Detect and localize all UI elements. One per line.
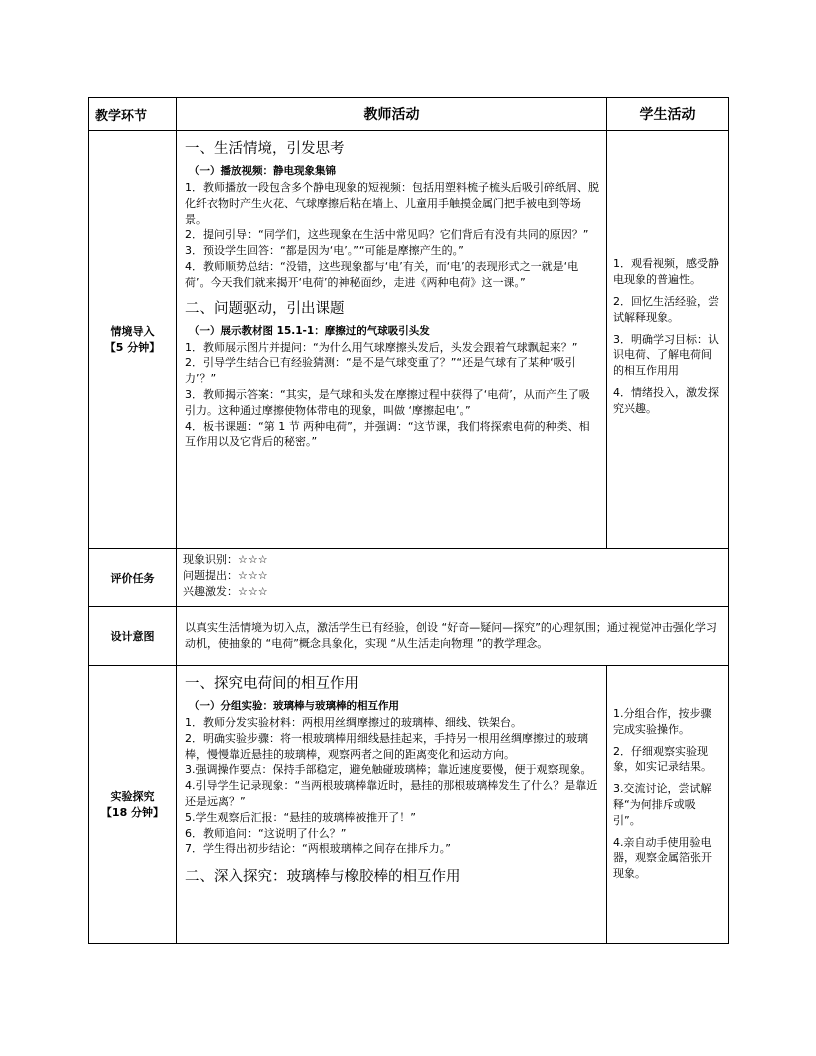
- header-row: [89, 98, 729, 131]
- row-design: [89, 607, 729, 666]
- paragraph: 3．教师揭示答案：“其实，是气球和头发在摩擦过程中获得了‘电荷’，从而产生了吸引力。这种通过摩擦使物体带电的现象，叫做 ‘摩擦起电’。”: [185, 387, 590, 417]
- paragraph: 4．教师顺势总结：“没错，这些现象都与‘电’有关，而‘电’的表现形式之一就是‘电荷’。今天我们就来揭开‘电荷’的神秘面纱，走进《两种电荷》这一课。”: [185, 259, 579, 289]
- paragraph: 4．板书课题：“第 1 节 两种电荷”，并强调：“这节课，我们将探索电荷的种类、相互作用以及它背后的秘密。”: [185, 419, 590, 449]
- student-item: 3．明确学习目标：认识电荷、了解电荷间的相互作用用: [613, 332, 719, 378]
- phase-time: 【18 分钟】: [100, 805, 165, 819]
- header-phase: 教学环节: [89, 98, 177, 131]
- paragraph: 2．提问引导：“同学们，这些现象在生活中常见吗？它们背后有没有共同的原因？”: [185, 228, 589, 242]
- student-item: 4.亲自动手使用验电器，观察金属箔张开现象。: [613, 835, 712, 881]
- evaluation-content: [177, 549, 729, 607]
- paragraph: 5.学生观察后汇报：“悬挂的玻璃棒被推开了！”: [185, 810, 416, 824]
- student-item: 2．仔细观察实验现象，如实记录结果。: [613, 744, 712, 774]
- paragraph: 1．教师分发实验材料：两根用丝绸摩擦过的玻璃棒、细线、铁架台。: [185, 716, 522, 729]
- subsection-title: （一）分组实验：玻璃棒与玻璃棒的相互作用: [189, 700, 399, 712]
- paragraph: 6．教师追问：“这说明了什么？”: [185, 826, 347, 840]
- header-student: 学生活动: [607, 98, 729, 131]
- row-experiment: [89, 666, 729, 944]
- section-title: 一、探究电荷间的相互作用: [185, 676, 359, 692]
- student-activity-intro: [607, 131, 729, 549]
- paragraph: 2．引导学生结合已有经验猜测：“是不是气球变重了？”“还是气球有了某种‘吸引力’？”: [185, 356, 576, 386]
- phase-name: 情境导入: [110, 324, 155, 338]
- student-item: 2．回忆生活经验，尝试解释现象。: [613, 295, 719, 324]
- design-text: 以真实生活情境为切入点，激活学生已有经验，创设 “好奇—疑问—探究”的心理氛围；通过视觉冲击强化学习动机，使抽象的 “电荷”概念具象化，实现 “从生活走向物理 ”的教学理念。: [177, 607, 729, 666]
- section-title: 二、问题驱动，引出课题: [185, 300, 345, 317]
- phase-cell-intro: [89, 131, 177, 549]
- paragraph: 4.引导学生记录现象：“当两根玻璃棒靠近时，悬挂的那根玻璃棒发生了什么？是靠近还是远离？”: [185, 779, 598, 808]
- row-intro: [89, 131, 729, 549]
- teacher-activity-intro: [177, 131, 607, 549]
- evaluation-item: 问题提出：☆☆☆: [183, 569, 268, 582]
- student-item: 3.交流讨论，尝试解释“为何排斥或吸引”。: [613, 782, 712, 827]
- phase-cell-experiment: [89, 666, 177, 944]
- paragraph: 2．明确实验步骤：将一根玻璃棒用细线悬挂起来，手持另一根用丝绸摩擦过的玻璃棒，慢慢靠近悬挂的玻璃棒，观察两者之间的距离变化和运动方向。: [185, 731, 588, 761]
- student-item: 1．观看视频，感受静电现象的普遍性。: [613, 257, 719, 287]
- evaluation-label: 评价任务: [89, 549, 177, 607]
- paragraph: 3．预设学生回答：“都是因为‘电’。”“可能是摩擦产生的。”: [185, 244, 464, 258]
- student-item: 1.分组合作，按步骤完成实验操作。: [613, 707, 712, 736]
- paragraph: 1．教师展示图片并提问：“为什么用气球摩擦头发后，头发会跟着气球飘起来？”: [185, 340, 578, 354]
- student-activity-experiment: [607, 666, 729, 944]
- section-title: 二、深入探究：玻璃棒与橡胶棒的相互作用: [185, 869, 461, 886]
- evaluation-item: 兴趣激发：☆☆☆: [183, 585, 268, 598]
- row-evaluation: [89, 549, 729, 607]
- lesson-plan-table: [88, 97, 729, 944]
- paragraph: 1．教师播放一段包含多个静电现象的短视频：包括用塑料梳子梳头后吸引碎纸屑、脱化纤衣物时产生火花、气球摩擦后粘在墙上、儿童用手触摸金属门把手被电到等场景。: [185, 181, 599, 226]
- phase-name: 实验探究: [110, 789, 155, 803]
- design-label: 设计意图: [89, 607, 177, 666]
- header-teacher: 教师活动: [177, 98, 607, 131]
- phase-time: 【5 分钟】: [104, 340, 161, 354]
- evaluation-item: 现象识别：☆☆☆: [183, 553, 268, 566]
- paragraph: 3.强调操作要点：保持手部稳定，避免触碰玻璃棒；靠近速度要慢，便于观察现象。: [185, 763, 592, 777]
- teacher-activity-experiment: [177, 666, 607, 944]
- subsection-title: （一）展示教材图 15.1-1：摩擦过的气球吸引头发: [189, 324, 430, 337]
- section-title: 一、生活情境，引发思考: [185, 141, 345, 157]
- subsection-title: （一）播放视频：静电现象集锦: [189, 165, 336, 177]
- paragraph: 7．学生得出初步结论：“两根玻璃棒之间存在排斥力。”: [185, 842, 451, 856]
- student-item: 4．情绪投入，激发探究兴趣。: [613, 385, 719, 415]
